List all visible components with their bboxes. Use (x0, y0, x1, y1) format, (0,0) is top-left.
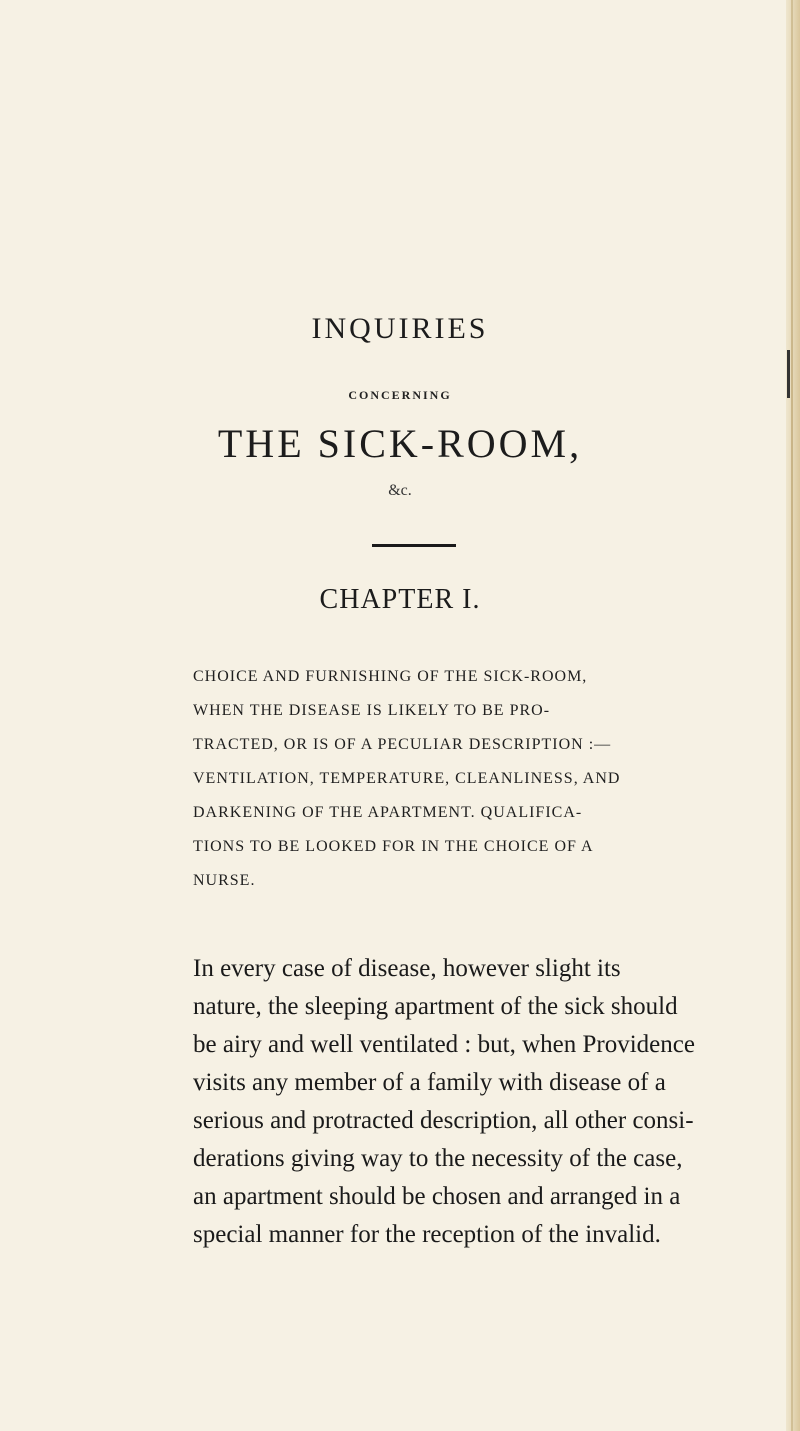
summary-line: NURSE. (193, 872, 256, 889)
body-line: nature, the sleeping apartment of the sick should (193, 993, 678, 1020)
chapter-heading: CHAPTER I. (319, 584, 481, 615)
page-edge (786, 0, 800, 1431)
title-concerning: CONCERNING (348, 388, 452, 402)
body-line: be airy and well ventilated : but, when Providence (193, 1031, 695, 1058)
summary-line: DARKENING OF THE APARTMENT. QUALIFICA- (193, 804, 583, 821)
title-subject: THE SICK-ROOM, (217, 421, 583, 466)
body-line: derations giving way to the necessity of the case, (193, 1145, 683, 1172)
title-main: INQUIRIES (311, 312, 489, 345)
summary-line: WHEN THE DISEASE IS LIKELY TO BE PRO- (193, 702, 551, 719)
summary-line: VENTILATION, TEMPERATURE, CLEANLINESS, AND (193, 770, 621, 787)
title-divider (372, 544, 456, 547)
summary-line: TIONS TO BE LOOKED FOR IN THE CHOICE OF A (193, 838, 594, 855)
summary-line: TRACTED, OR IS OF A PECULIAR DESCRIPTION :— (193, 736, 612, 753)
body-line: visits any member of a family with disease of a (193, 1069, 666, 1096)
body-line: an apartment should be chosen and arranged in a (193, 1183, 681, 1210)
page-edge-shadow (791, 0, 793, 1431)
body-line: In every case of disease, however slight its (193, 955, 621, 982)
summary-line: CHOICE AND FURNISHING OF THE SICK-ROOM, (193, 668, 588, 685)
body-line: serious and protracted description, all other consi- (193, 1107, 694, 1134)
body-line: special manner for the reception of the invalid. (193, 1221, 661, 1248)
title-etc: &c. (388, 482, 412, 499)
